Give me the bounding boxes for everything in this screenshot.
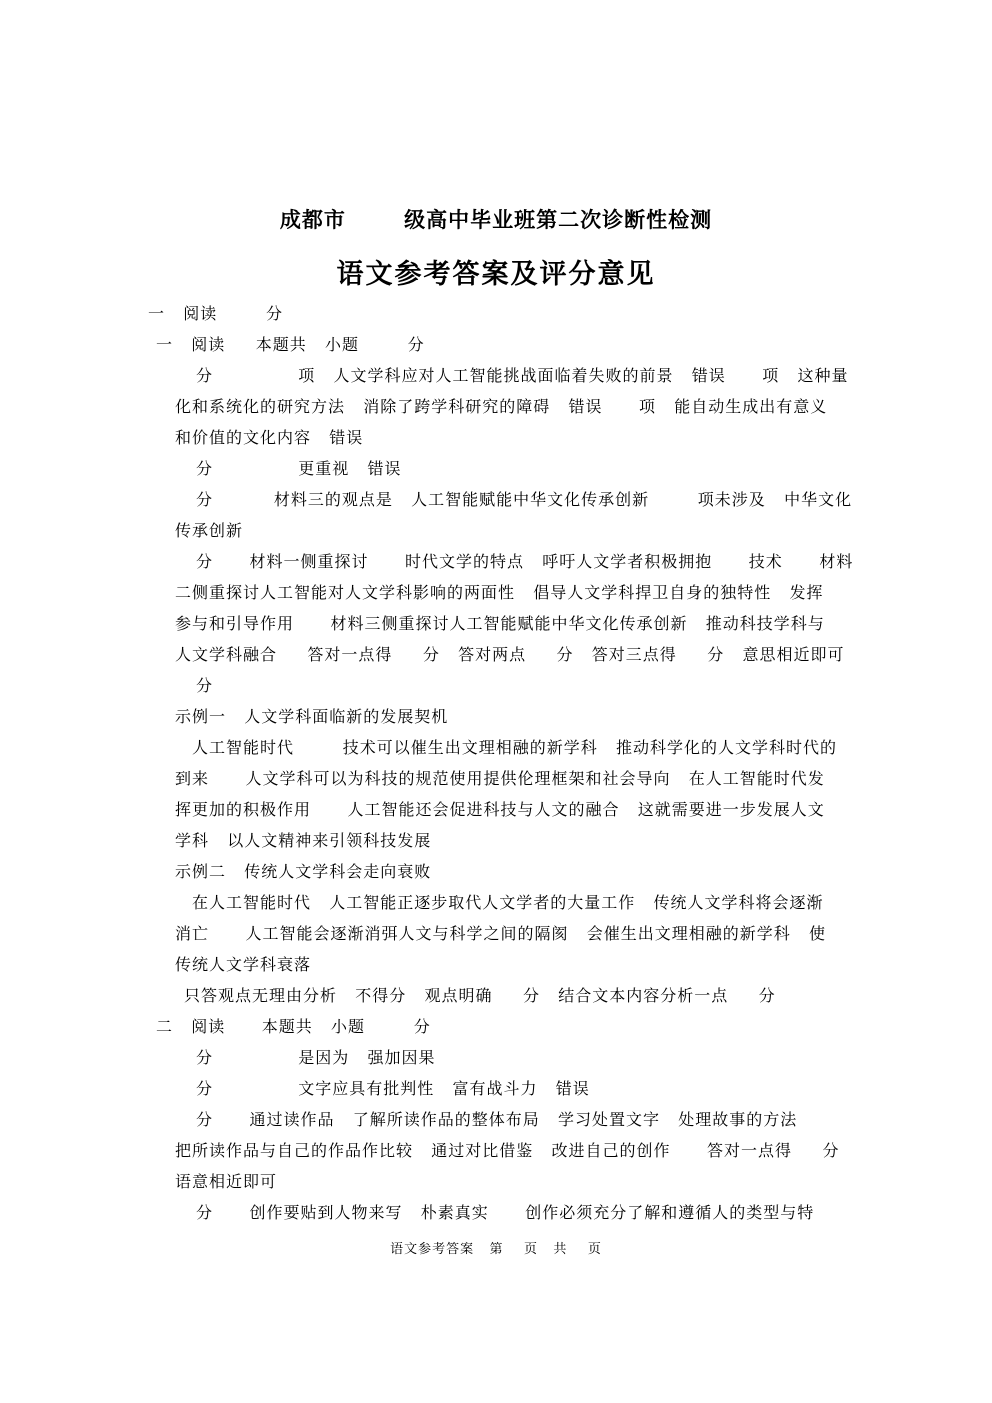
- document-subtitle: 语文参考答案及评分意见: [336, 259, 656, 290]
- answer-line: 分 项 人文学科应对人工智能挑战面临着失败的前景 错误 项 这种量: [196, 366, 849, 385]
- example-line: 到来 人文学科可以为科技的规范使用提供伦理框架和社会导向 在人工智能时代发: [175, 769, 825, 788]
- answer-line: 参与和引导作用 材料三侧重探讨人工智能赋能中华文化传承创新 推动科技学科与: [175, 614, 825, 633]
- example-heading: 示例二 传统人文学科会走向衰败: [175, 862, 432, 881]
- example-line: 在人工智能时代 人工智能正逐步取代人文学者的大量工作 传统人文学科将会逐渐: [192, 893, 824, 912]
- example-line: 传统人文学科衰落: [175, 955, 312, 974]
- section-heading: 一 阅读 分: [148, 304, 283, 323]
- answer-line: 分 是因为 强加因果: [196, 1048, 436, 1067]
- answer-line: 传承创新: [175, 521, 244, 540]
- answer-line: 分 材料一侧重探讨 时代文学的特点 呼吁人文学者积极拥抱 技术 材料: [196, 552, 854, 571]
- answer-line: 人文学科融合 答对一点得 分 答对两点 分 答对三点得 分 意思相近即可: [175, 645, 845, 664]
- answer-line: 把所读作品与自己的作品作比较 通过对比借鉴 改进自己的创作 答对一点得 分: [175, 1141, 840, 1160]
- page-footer: 语文参考答案 第 页 共 页: [390, 1242, 602, 1257]
- answer-line: 分 材料三的观点是 人工智能赋能中华文化传承创新 项未涉及 中华文化: [196, 490, 853, 509]
- example-heading: 示例一 人文学科面临新的发展契机: [175, 707, 449, 726]
- answer-line: 语意相近即可: [175, 1172, 278, 1191]
- answer-line: 化和系统化的研究方法 消除了跨学科研究的障碍 错误 项 能自动生成出有意义: [175, 397, 828, 416]
- scoring-note: 只答观点无理由分析 不得分 观点明确 分 结合文本内容分析一点 分: [184, 986, 776, 1005]
- document-title: 成都市 级高中毕业班第二次诊断性检测: [279, 208, 713, 232]
- answer-line: 二侧重探讨人工智能对人文学科影响的两面性 倡导人文学科捍卫自身的独特性 发挥: [175, 583, 824, 602]
- example-line: 挥更加的积极作用 人工智能还会促进科技与人文的融合 这就需要进一步发展人文: [175, 800, 825, 819]
- answer-line: 分 创作要贴到人物来写 朴素真实 创作必须充分了解和遵循人的类型与特: [196, 1203, 815, 1222]
- answer-line: 分 文字应具有批判性 富有战斗力 错误: [196, 1079, 590, 1098]
- example-line: 学科 以人文精神来引领科技发展: [175, 831, 432, 850]
- subsection-heading: 一 阅读 本题共 小题 分: [156, 335, 425, 354]
- answer-line: 和价值的文化内容 错误: [175, 428, 364, 447]
- example-line: 消亡 人工智能会逐渐消弭人文与科学之间的隔阂 会催生出文理相融的新学科 使: [175, 924, 827, 943]
- subsection-heading: 二 阅读 本题共 小题 分: [156, 1017, 431, 1036]
- answer-line: 分 通过读作品 了解所读作品的整体布局 学习处置文字 处理故事的方法: [196, 1110, 798, 1129]
- answer-line: 分: [196, 676, 214, 695]
- example-line: 人工智能时代 技术可以催生出文理相融的新学科 推动科学化的人文学科时代的: [192, 738, 837, 757]
- answer-line: 分 更重视 错误: [196, 459, 402, 478]
